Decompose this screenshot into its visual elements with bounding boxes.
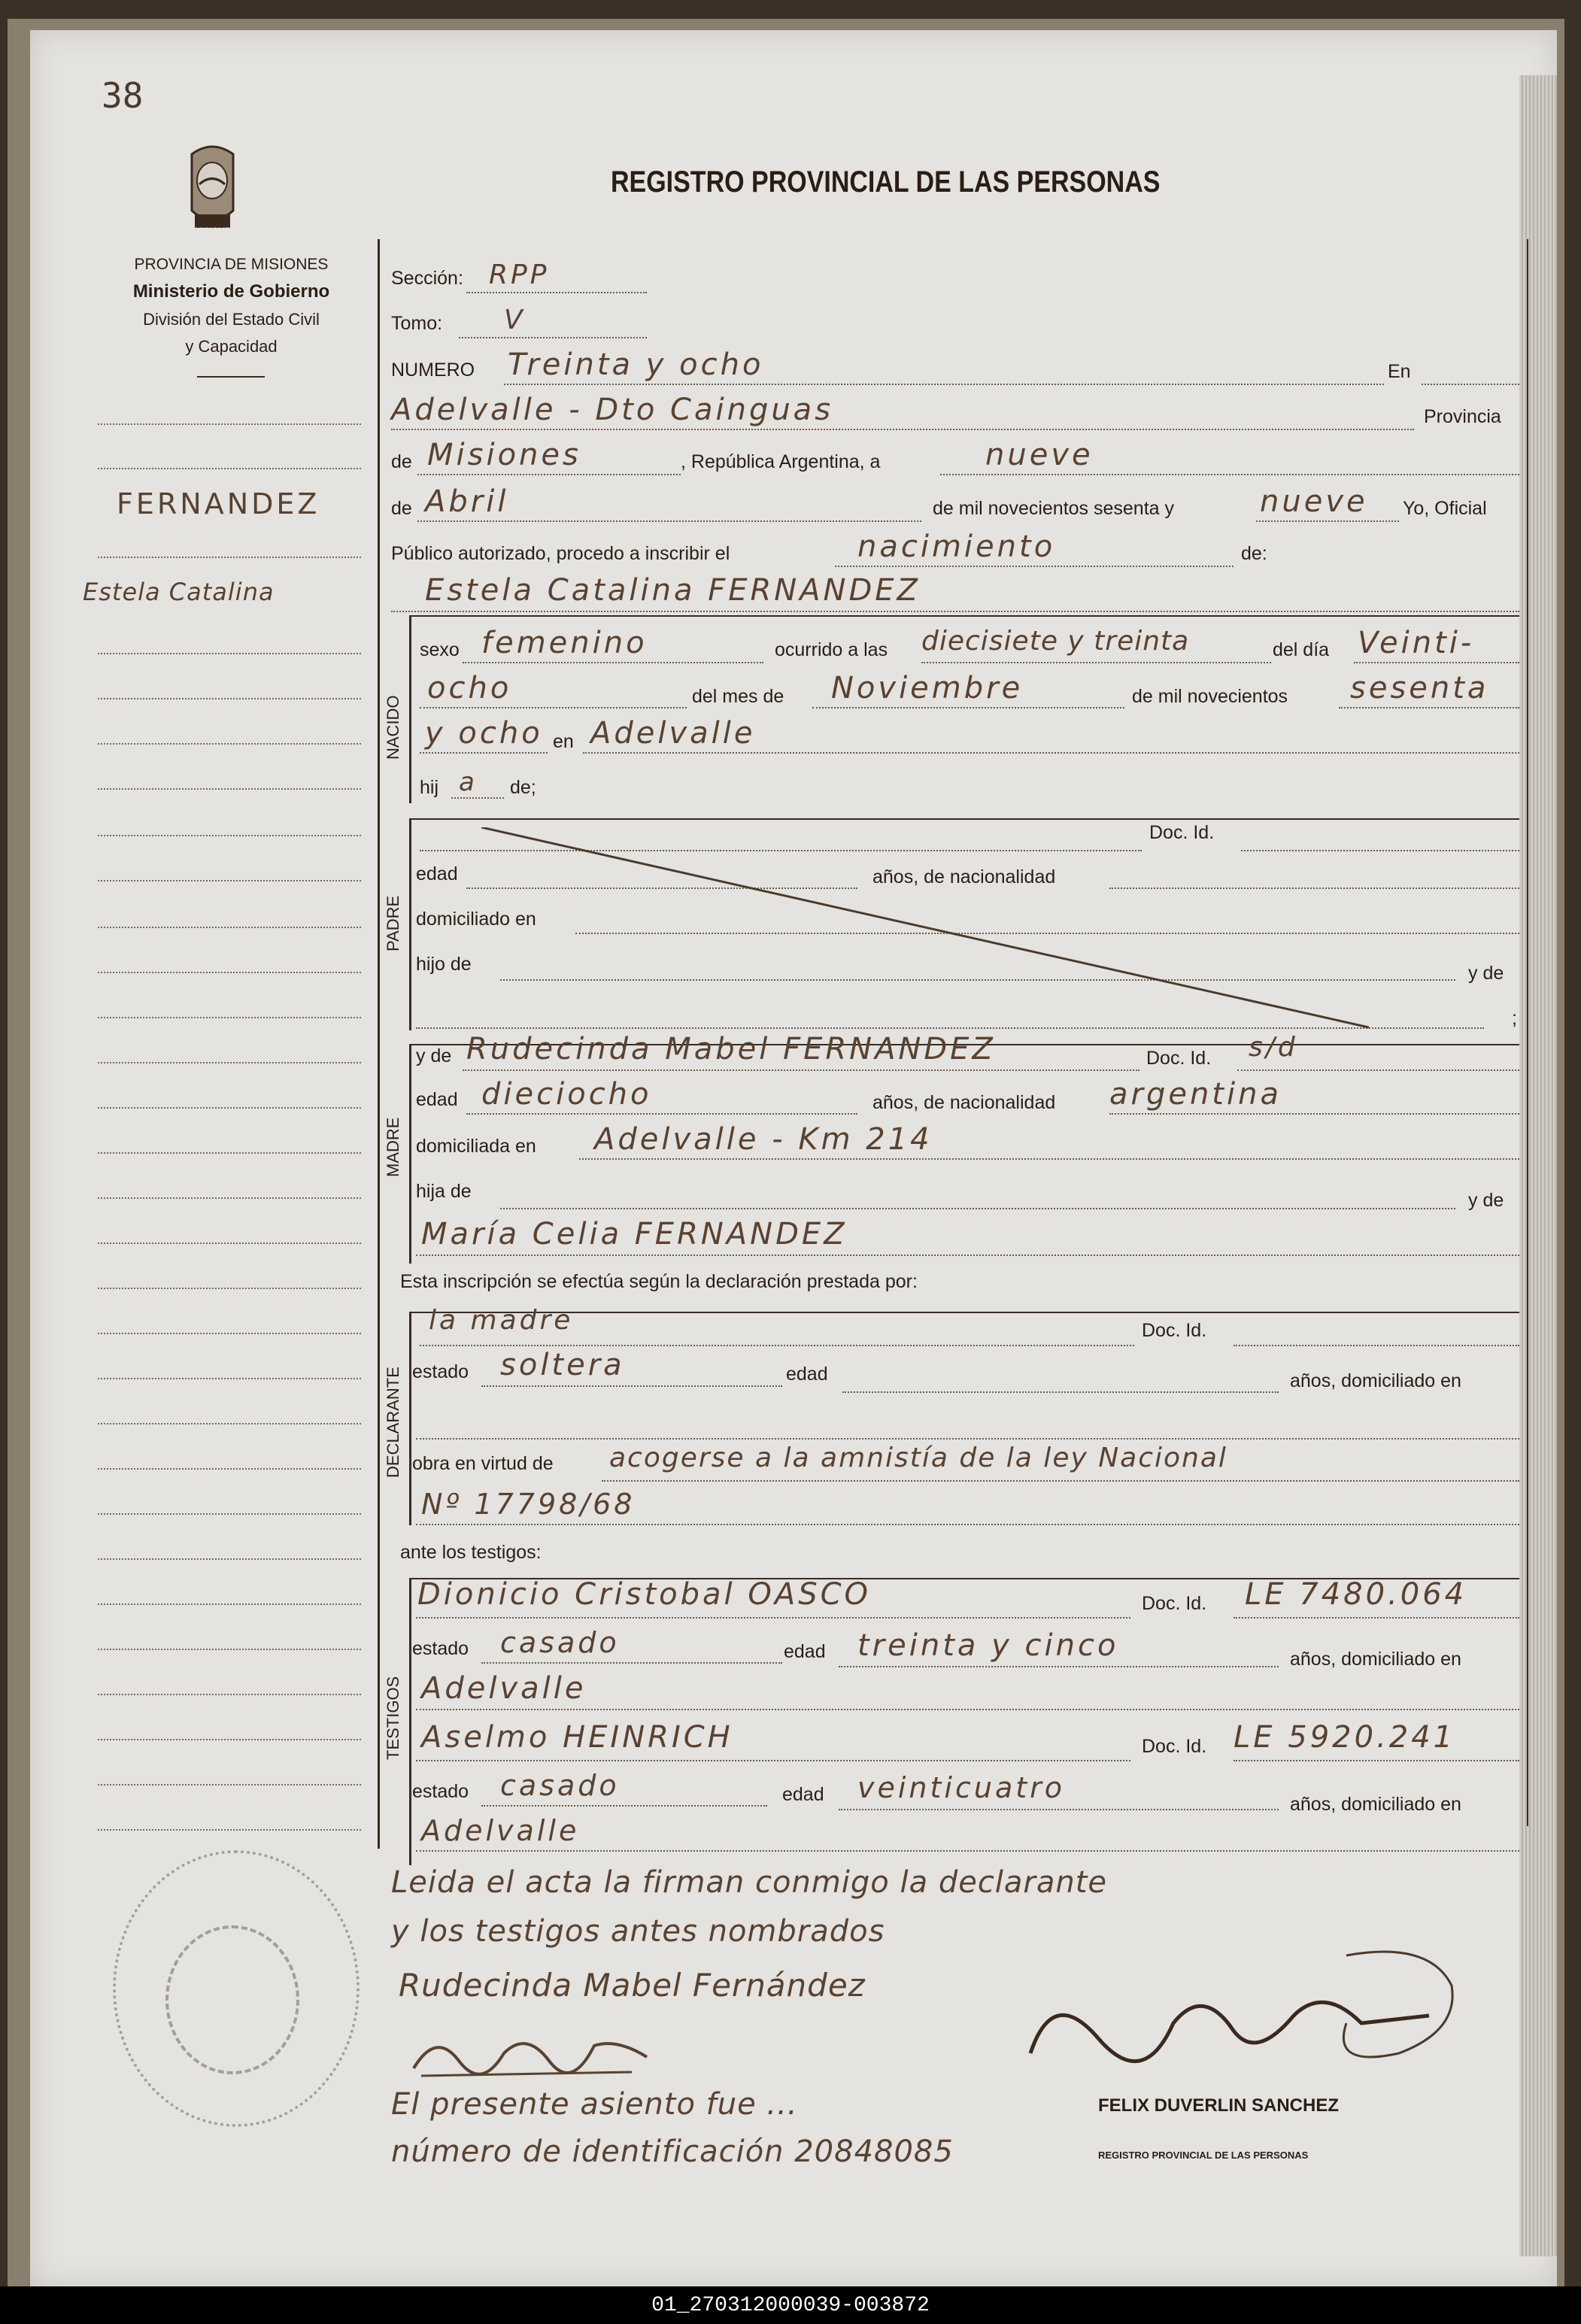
mother-signature: Rudecinda Mabel Fernández [399,1967,866,2004]
padre-hijo-label: hijo de [416,954,472,975]
testigo2-domicilio-label: años, domiciliado en [1290,1794,1461,1815]
testigos-side-label: TESTIGOS [384,1676,402,1760]
note-line-1: El presente asiento fue ... [391,2087,798,2122]
month-value: Abril [425,484,509,519]
declarante-obra-label: obra en virtud de [412,1453,554,1474]
hij-value: a [459,767,478,797]
dia-value-b: ocho [427,671,512,705]
padre-semicolon: ; [1512,1008,1517,1029]
page-number: 38 [102,75,144,116]
testigo2-name: Aselmo HEINRICH [421,1720,733,1755]
padre-doc-label: Doc. Id. [1149,822,1215,843]
org-divider [197,376,265,378]
nacido-side-label: NACIDO [384,695,402,760]
lugar-value: Adelvalle [590,716,756,751]
testigo2-domicilio-value: Adelvalle [421,1814,580,1847]
margin-surname: FERNANDEZ [117,487,320,520]
year-value: nueve [1260,484,1368,519]
padre-side-label: PADRE [384,895,402,951]
declarante-doc-label: Doc. Id. [1142,1320,1207,1341]
testigo1-name: Dionicio Cristobal OASCO [417,1577,872,1612]
madre-edad-value: dieciocho [481,1077,652,1112]
page-stack-edges [1519,75,1557,2256]
de-colon-label: de: [1241,543,1267,564]
testigo1-edad-label: edad [784,1641,826,1662]
day-value: nueve [985,438,1094,472]
org-division: División del Estado Civil [143,310,320,329]
madre-doc-value: s/d [1249,1032,1298,1063]
en-label: En [1388,361,1411,382]
official-title: REGISTRO PROVINCIAL DE LAS PERSONAS [1098,2150,1309,2161]
official-stamp-inner-icon [165,1925,299,2074]
padre-nacionalidad-label: años, de nacionalidad [872,866,1056,887]
org-capacity: y Capacidad [185,337,278,356]
del-mes-label: del mes de [692,686,784,707]
year-label: de mil novecientos sesenta y [933,498,1175,519]
closing-line-2: y los testigos antes nombrados [391,1914,885,1949]
numero-value: Treinta y ocho [508,347,764,382]
declarante-estado-label: estado [412,1361,469,1382]
org-province: PROVINCIA DE MISIONES [134,256,329,273]
ocurrido-label: ocurrido a las [775,639,888,660]
testigos-intro: ante los testigos: [400,1542,542,1563]
madre-domicilio-value: Adelvalle - Km 214 [594,1122,933,1157]
testigo2-estado-label: estado [412,1781,469,1802]
seccion-value: RPP [489,259,550,290]
provincia-value: Misiones [427,438,581,472]
right-border [1527,239,1528,1826]
testigo1-estado-value: casado [500,1626,620,1659]
act-value: nacimiento [857,529,1056,564]
madre-yde-label: y de [416,1045,452,1066]
testigo2-estado-value: casado [500,1769,620,1802]
nacido-year-label: de mil novecientos [1132,686,1288,707]
page-title: REGISTRO PROVINCIAL DE LAS PERSONAS [611,165,1161,199]
tomo-value: V [504,305,526,335]
column-divider [378,239,380,1849]
declarante-obra-value-b: Nº 17798/68 [421,1488,636,1521]
official-signature-scribble [1008,1940,1527,2151]
madre-domicilio-label: domiciliada en [416,1136,536,1157]
testigo1-doc-value: LE 7480.064 [1245,1577,1467,1612]
person-name: Estela Catalina FERNANDEZ [425,573,921,608]
provincia-label: Provincia [1424,406,1501,427]
padre-crossed-out-line [481,827,1369,1030]
hij-label: hij [420,777,439,798]
testigo2-doc-label: Doc. Id. [1142,1736,1207,1757]
oficial-label: Yo, Oficial [1403,498,1487,519]
madre-abuela-value: María Celia FERNANDEZ [421,1217,848,1252]
hij-de-label: de; [510,777,536,798]
testigo1-domicilio-value: Adelvalle [421,1671,587,1706]
mes-value: Noviembre [831,671,1024,705]
closing-line-1: Leida el acta la firman conmigo la declarante [391,1865,1108,1900]
testigo2-edad-label: edad [782,1784,824,1805]
witness-signature-scribble [406,2016,654,2091]
numero-label: NUMERO [391,360,475,381]
padre-edad-label: edad [416,863,458,884]
madre-hija-label: hija de [416,1181,472,1202]
official-name: FELIX DUVERLIN SANCHEZ [1098,2095,1340,2116]
seccion-label: Sección: [391,268,463,289]
declarante-side-label: DECLARANTE [384,1367,402,1478]
nacido-en-label: en [553,731,574,752]
note-line-2: número de identificación 20848085 [391,2134,954,2169]
de-label-2: de [391,498,412,519]
declarante-name-value: la madre [429,1305,574,1336]
testigo2-edad-value: veinticuatro [857,1771,1065,1804]
madre-nacionalidad-label: años, de nacionalidad [872,1092,1056,1113]
image-id-footer: 01_270312000039-003872 [0,2286,1581,2324]
declarante-edad-label: edad [786,1364,828,1385]
place-value: Adelvalle - Dto Cainguas [391,393,834,427]
nacido-year-value-b: y ocho [425,716,543,751]
madre-edad-label: edad [416,1089,458,1110]
declarante-estado-value: soltera [500,1348,625,1382]
sexo-value: femenino [481,626,648,660]
nacido-year-value-a: sesenta [1350,671,1489,705]
hora-value: diecisiete y treinta [921,626,1190,657]
tomo-label: Tomo: [391,313,443,334]
republica-label: , República Argentina, a [681,451,881,472]
dia-value-a: Veinti- [1358,626,1475,660]
testigo2-doc-value: LE 5920.241 [1234,1720,1456,1755]
testigo1-domicilio-label: años, domiciliado en [1290,1649,1461,1670]
sexo-label: sexo [420,639,460,660]
seal-text: MISIONES [195,226,235,235]
madre-side-label: MADRE [384,1117,402,1177]
declarante-obra-value-a: acogerse a la amnistía de la ley Nacional [609,1443,1227,1473]
testigo1-doc-label: Doc. Id. [1142,1593,1207,1614]
madre-doc-label: Doc. Id. [1146,1048,1212,1069]
testigo1-edad-value: treinta y cinco [857,1628,1119,1663]
margin-given-names: Estela Catalina [83,578,275,606]
org-ministry: Ministerio de Gobierno [132,281,330,302]
padre-yde-label: y de [1468,963,1504,984]
de-label: de [391,451,412,472]
declarante-intro: Esta inscripción se efectúa según la declaración prestada por: [400,1271,918,1292]
madre-nacionalidad-value: argentina [1109,1077,1282,1112]
madre-yde2-label: y de [1468,1190,1504,1211]
madre-name-value: Rudecinda Mabel FERNANDEZ [466,1032,996,1066]
padre-domicilio-label: domiciliado en [416,909,536,930]
del-dia-label: del día [1273,639,1330,660]
publico-label: Público autorizado, procedo a inscribir el [391,543,730,564]
declarante-domicilio-label: años, domiciliado en [1290,1370,1461,1391]
testigo1-estado-label: estado [412,1638,469,1659]
